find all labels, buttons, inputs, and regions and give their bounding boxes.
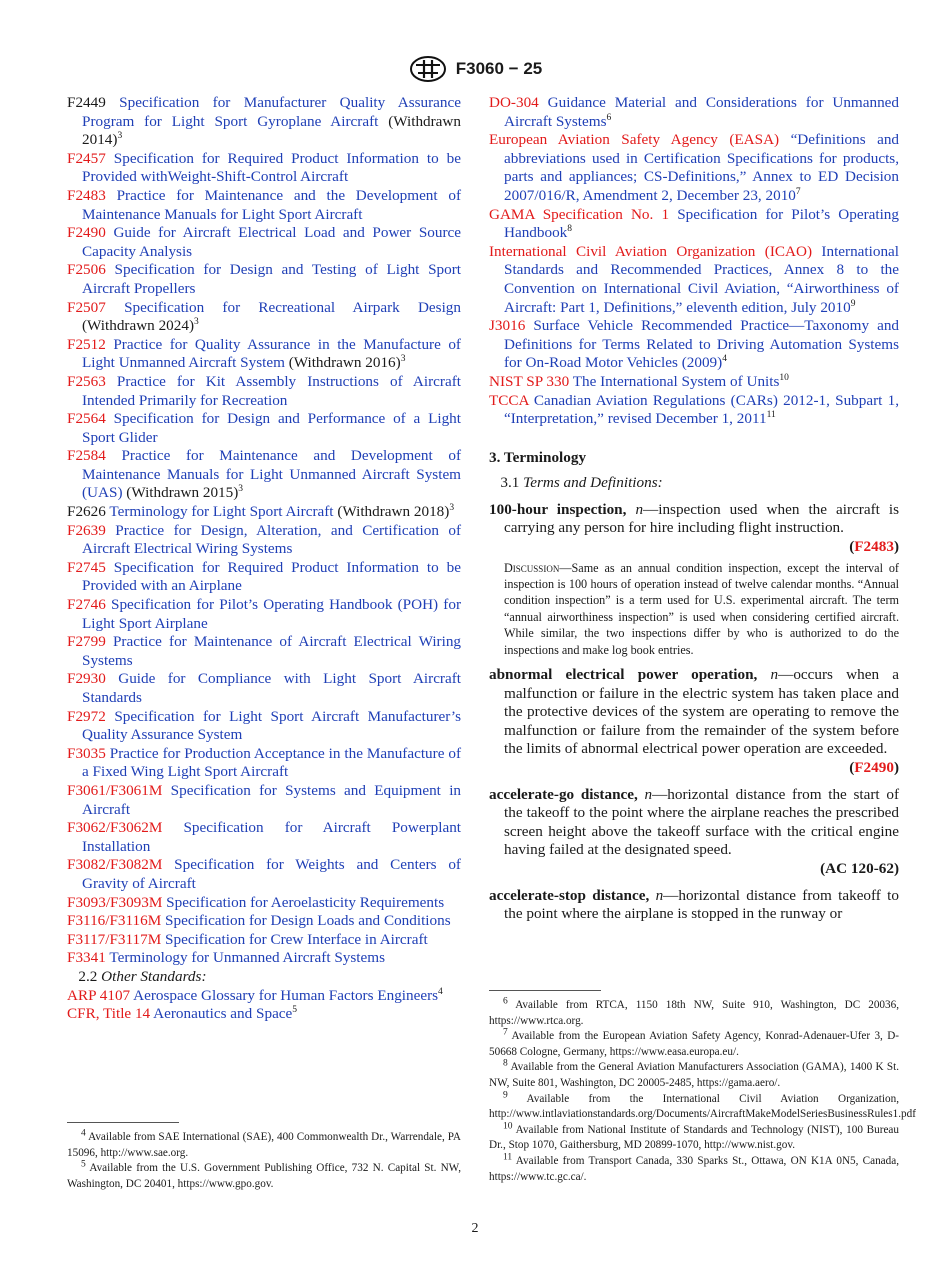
footnote-text: Available from the General Aviation Manufacturers Association (GAMA), 1400 K St. NW, Suite 801, Washington, DC 20005-2485, https://gama.aero/.	[489, 1061, 899, 1089]
reference-title[interactable]: Practice for Quality Assurance in the Manufacture of Light Unmanned Aircraft System	[82, 335, 461, 372]
section-heading: 3. Terminology	[489, 448, 587, 466]
footnote	[489, 1089, 916, 1123]
reference-entry	[489, 131, 899, 205]
reference-title[interactable]: Terminology for Light Sport Aircraft	[109, 503, 334, 521]
reference-entry	[67, 912, 461, 931]
part-of-speech: n	[770, 666, 779, 684]
term-source-text: (AC 120-62)	[820, 860, 899, 878]
reference-entry	[67, 670, 461, 707]
reference-title[interactable]: Specification for Pilot’s Operating Handbook	[504, 205, 899, 242]
reference-title[interactable]: Specification for Light Sport Aircraft Manufacturer’s Quality Assurance System	[82, 707, 461, 744]
footnote	[489, 1123, 899, 1154]
reference-code[interactable]: F2584	[67, 447, 106, 465]
reference-entry	[489, 94, 899, 131]
reference-status: (Withdrawn 2014)	[82, 112, 461, 149]
reference-code[interactable]: F3117/F3117M	[67, 930, 162, 948]
reference-code[interactable]: DO-304	[489, 94, 539, 111]
reference-code: F2626	[67, 503, 106, 521]
reference-entry	[489, 392, 899, 429]
reference-title[interactable]: Guide for Aircraft Electrical Load and Power Source Capacity Analysis	[82, 224, 462, 260]
subsection-heading: 3.1 Terms and Definitions:	[500, 474, 663, 492]
footnote-marker: 11	[766, 410, 776, 421]
reference-code[interactable]: F2564	[67, 410, 106, 428]
reference-entry	[67, 187, 461, 224]
reference-entry	[489, 243, 899, 317]
reference-entry	[489, 206, 899, 243]
reference-code[interactable]: F2457	[67, 149, 106, 167]
reference-entry	[67, 373, 461, 410]
footnote-marker: 3	[117, 131, 123, 142]
reference-entry	[67, 708, 461, 745]
reference-code[interactable]: European Aviation Safety Agency (EASA)	[489, 131, 780, 149]
reference-code[interactable]: F2639	[67, 521, 106, 539]
term-name: accelerate-stop distance,	[489, 886, 650, 904]
reference-title[interactable]: Specification for Manufacturer Quality Assurance Program for Light Sport Gyroplane Aircraft	[82, 94, 461, 130]
reference-entry	[67, 559, 461, 596]
term-source	[489, 538, 899, 557]
reference-title[interactable]: Practice for Design, Alteration, and Certification of Aircraft Electrical Wiring Systems	[82, 521, 462, 558]
footnote-text: Available from National Institute of Standards and Technology (NIST), 100 Bureau Dr., Stop 1070, Gaithersburg, MD 20899-1070, http://www.nist.gov.	[489, 1123, 899, 1152]
reference-entry	[67, 596, 461, 633]
footnote-number: 4	[81, 1128, 86, 1139]
discussion-label: Discussion	[504, 560, 560, 575]
footnote-number: 8	[503, 1058, 508, 1069]
footnote	[67, 1130, 461, 1161]
footnote-text: Available from the U.S. Government Publishing Office, 732 N. Capital St. NW, Washington, DC 20401, https://www.gpo.gov.	[67, 1162, 461, 1190]
reference-code[interactable]: F3093/F3093M	[67, 893, 163, 911]
footnote	[489, 1060, 899, 1091]
term-definition: —horizontal distance from the start of the takeoff to the point where the airplane reaches the prescribed screen height above the takeoff surface with the critical engine having failed at the designated speed.	[504, 785, 899, 859]
reference-title[interactable]: Guidance Material and Considerations for Unmanned Aircraft Systems	[504, 94, 900, 130]
reference-entry	[489, 373, 899, 392]
footnote	[67, 1161, 461, 1192]
footnote-number: 6	[503, 996, 508, 1007]
footnote-marker: 7	[795, 186, 801, 197]
reference-code[interactable]: F2930	[67, 670, 106, 688]
reference-status: (Withdrawn 2016)	[284, 354, 401, 372]
reference-code[interactable]: TCCA	[489, 391, 529, 409]
reference-title[interactable]: Specification for Pilot’s Operating Handbook (POH) for Light Sport Airplane	[82, 596, 461, 632]
reference-code[interactable]: F2972	[67, 707, 106, 725]
reference-code[interactable]: F2746	[67, 596, 106, 614]
footnote-number: 5	[81, 1159, 86, 1170]
reference-entry	[67, 931, 461, 950]
reference-title[interactable]: International Standards and Recommended Practices, Annex 8 to the Convention on International Civil Aviation, “Airworthiness of Aircraft: Part 1, Definitions,” eleventh edition, July 2010	[504, 242, 900, 316]
footnote-text: Available from the European Aviation Safety Agency, Konrad-Adenauer-Ufer 3, D-50668 Cologne, Germany, https://www.easa.europa.eu/.	[489, 1030, 899, 1058]
reference-code[interactable]: GAMA Specification No. 1	[489, 205, 670, 223]
document-code: F3060 − 25	[455, 59, 543, 78]
term-source-text: (F2490)	[849, 759, 899, 777]
reference-entry	[67, 261, 461, 298]
reference-title[interactable]: Practice for Maintenance and the Development of Maintenance Manuals for Light Sport Aircraft	[82, 186, 462, 223]
reference-title[interactable]: Practice for Maintenance of Aircraft Electrical Wiring Systems	[82, 633, 462, 669]
footnotes-left	[67, 1122, 461, 1192]
term-name: accelerate-go distance,	[489, 785, 638, 803]
reference-entry	[67, 745, 461, 782]
reference-status: (Withdrawn 2015)	[122, 484, 239, 502]
reference-title[interactable]: Specification for Required Product Information to be Provided with an Airplane	[82, 558, 461, 595]
reference-entry	[67, 150, 461, 187]
footnote-text: Available from Transport Canada, 330 Sparks St., Ottawa, ON K1A 0N5, Canada, https://www.tc.gc.ca/.	[489, 1154, 899, 1183]
reference-title[interactable]: “Definitions and abbreviations used in Certification Specifications for products, parts and appliances; CS-Definitions,” Annex to ED Decision 2007/016/R, Amendment 2, December 23, 2010	[504, 131, 900, 204]
reference-title[interactable]: Specification for Design and Performance of a Light Sport Glider	[82, 410, 461, 446]
footnote-marker: 3	[449, 503, 455, 513]
reference-title[interactable]: Specification for Weights and Centers of Gravity of Aircraft	[82, 856, 461, 892]
footnote-text: Available from SAE International (SAE), 400 Commonwealth Dr., Warrendale, PA 15096, http://www.sae.org.	[67, 1131, 461, 1159]
reference-entry	[67, 299, 461, 336]
reference-title[interactable]: Canadian Aviation Regulations (CARs) 2012-1, Subpart 1, “Interpretation,” revised December 1, 2011	[504, 391, 899, 428]
footnotes-right	[489, 990, 916, 1185]
term-entry	[489, 887, 899, 924]
other-standards-heading: 2.2 Other Standards:	[78, 967, 207, 985]
reference-entry	[67, 894, 461, 913]
term-source-link[interactable]: F2490	[854, 759, 894, 777]
footnote	[489, 1029, 899, 1060]
term-source-text: (F2483)	[849, 538, 899, 556]
part-of-speech: n	[644, 785, 653, 803]
footnote	[489, 998, 899, 1029]
reference-title[interactable]: Specification for Aircraft Powerplant Installation	[82, 819, 462, 855]
footnote-marker: 6	[606, 112, 612, 123]
reference-entry	[67, 782, 461, 819]
reference-title[interactable]: Aeronautics and Space	[153, 1005, 293, 1023]
astm-logo-icon	[408, 56, 448, 82]
term-entry	[489, 501, 899, 538]
term-source-link[interactable]: F2483	[854, 538, 894, 556]
reference-code[interactable]: F2506	[67, 261, 106, 279]
term-source	[489, 759, 899, 778]
reference-code[interactable]: F2799	[67, 633, 106, 651]
footnote-number: 9	[503, 1089, 508, 1100]
reference-title[interactable]: Practice for Maintenance and Development of Maintenance Manuals for Light Unmanned Aircraft System (UAS)	[82, 447, 461, 502]
reference-entry	[67, 633, 461, 670]
reference-entry	[67, 522, 461, 559]
reference-title[interactable]: Specification for Crew Interface in Aircraft	[165, 930, 428, 948]
footnote-marker: 4	[722, 354, 727, 365]
referenced-documents-list	[67, 94, 461, 968]
reference-title[interactable]: Specification for Recreational Airpark Design	[124, 298, 461, 316]
reference-status: (Withdrawn 2024)	[82, 317, 194, 335]
discussion-text: —Same as an annual condition inspection, except the interval of inspection is 100 hours of operation instead of twelve calendar months. “Annual condition inspection” is a term used for U.S. experimental aircraft. The term “annual airworthiness inspection” is used when considering certified aircraft. While similar, the two inspections differ by who is authorized to do the inspections and make log book entries.	[504, 560, 899, 657]
term-name: abnormal electrical power operation,	[489, 666, 758, 684]
footnote-number: 10	[503, 1121, 513, 1132]
footnote-marker: 9	[850, 298, 856, 309]
footnote-marker: 8	[567, 224, 573, 235]
reference-code[interactable]: F2512	[67, 335, 106, 353]
reference-title[interactable]: The International System of Units	[572, 372, 780, 390]
reference-code[interactable]: F2507	[67, 298, 106, 316]
reference-code[interactable]: F3341	[67, 949, 106, 967]
reference-entry	[67, 1005, 461, 1024]
footnote-marker: 3	[238, 484, 244, 495]
reference-code[interactable]: F3035	[67, 744, 106, 762]
left-column	[67, 94, 461, 1024]
reference-title[interactable]: Specification for Design Loads and Conditions	[165, 912, 451, 930]
reference-entry	[67, 94, 461, 150]
reference-title[interactable]: Specification for Aeroelasticity Requirements	[166, 893, 445, 911]
reference-entry	[67, 410, 461, 447]
footnote-text: Available from the International Civil Aviation Organization, http://www.intlaviationstandards.org/Documents/AircraftMakeModelSeriesBusinessRules1.pdf	[489, 1092, 916, 1121]
footnote-marker: 3	[400, 354, 406, 365]
reference-title[interactable]: Practice for Production Acceptance in the Manufacture of a Fixed Wing Light Sport Aircraft	[82, 744, 462, 781]
reference-entry	[67, 856, 461, 893]
part-of-speech: n	[635, 500, 644, 518]
reference-status: (Withdrawn 2018)	[333, 503, 450, 521]
reference-entry	[67, 503, 461, 522]
reference-code[interactable]: F3062/F3062M	[67, 819, 163, 837]
term-definition: —horizontal distance from takeoff to the point where the airplane is stopped in the runway or	[504, 886, 899, 923]
footnote-marker: 4	[438, 986, 443, 997]
term-entry	[489, 786, 899, 860]
footnote	[489, 1154, 899, 1185]
right-column	[489, 94, 899, 924]
term-definition: —occurs when a malfunction or failure in the electric system has taken place and the protective devices of the system are operating to remove the malfunction or failure from the remainder of the system before the limits of abnormal electrical power operation are exceeded.	[504, 666, 899, 758]
reference-title[interactable]: Surface Vehicle Recommended Practice—Taxonomy and Definitions for Terms Related to Driving Automation Systems for On-Road Motor Vehicles (2009)	[504, 317, 900, 372]
discussion-note	[504, 560, 899, 658]
reference-title[interactable]: Guide for Compliance with Light Sport Aircraft Standards	[82, 670, 462, 706]
reference-code[interactable]: F2490	[67, 224, 106, 242]
reference-title[interactable]: Specification for Systems and Equipment in Aircraft	[82, 781, 462, 818]
other-standards-list-continued	[489, 94, 899, 429]
term-name: 100-hour inspection,	[489, 500, 627, 518]
reference-code[interactable]: NIST SP 330	[489, 372, 570, 390]
terms-list	[489, 501, 899, 924]
term-definition: —inspection used when the aircraft is carrying any person for hire including flight instruction.	[504, 500, 899, 537]
page-number: 2	[471, 1221, 479, 1236]
reference-entry	[489, 317, 899, 373]
reference-title[interactable]: Practice for Kit Assembly Instructions of Aircraft Intended Primarily for Recreation	[82, 372, 461, 409]
reference-code[interactable]: J3016	[489, 317, 526, 335]
reference-code[interactable]: F3061/F3061M	[67, 781, 163, 799]
reference-code[interactable]: CFR, Title 14	[67, 1005, 151, 1023]
reference-code: F2449	[67, 94, 106, 111]
footnote-marker: 5	[292, 1005, 298, 1016]
term-entry	[489, 666, 899, 759]
reference-entry	[67, 336, 461, 373]
term-source	[489, 860, 899, 879]
footnote-number: 11	[503, 1152, 513, 1163]
reference-entry	[67, 224, 461, 261]
reference-title[interactable]: Terminology for Unmanned Aircraft Systems	[109, 949, 385, 967]
part-of-speech: n	[655, 886, 664, 904]
reference-code[interactable]: F2483	[67, 186, 106, 204]
footnote-text: Available from RTCA, 1150 18th NW, Suite 910, Washington, DC 20036, https://www.rtca.org.	[489, 999, 899, 1027]
reference-code[interactable]: F3082/F3082M	[67, 856, 163, 874]
reference-title[interactable]: Specification for Required Product Information to be Provided withWeight-Shift-Control Aircraft	[82, 149, 461, 186]
page-header	[0, 56, 950, 82]
reference-code[interactable]: ARP 4107	[67, 986, 131, 1004]
reference-title[interactable]: Aerospace Glossary for Human Factors Engineers	[133, 986, 439, 1004]
reference-entry	[67, 949, 461, 968]
reference-code[interactable]: F2563	[67, 372, 106, 390]
reference-code[interactable]: F2745	[67, 558, 106, 576]
reference-code[interactable]: International Civil Aviation Organization (ICAO)	[489, 242, 813, 260]
footnote-marker: 3	[194, 317, 199, 328]
reference-code[interactable]: F3116/F3116M	[67, 912, 162, 930]
reference-entry	[67, 447, 461, 503]
reference-entry	[67, 987, 461, 1006]
footnote-marker: 10	[779, 372, 789, 383]
other-standards-list	[67, 987, 461, 1024]
footnote-number: 7	[503, 1027, 508, 1038]
reference-title[interactable]: Specification for Design and Testing of Light Sport Aircraft Propellers	[82, 261, 461, 297]
reference-entry	[67, 819, 461, 856]
